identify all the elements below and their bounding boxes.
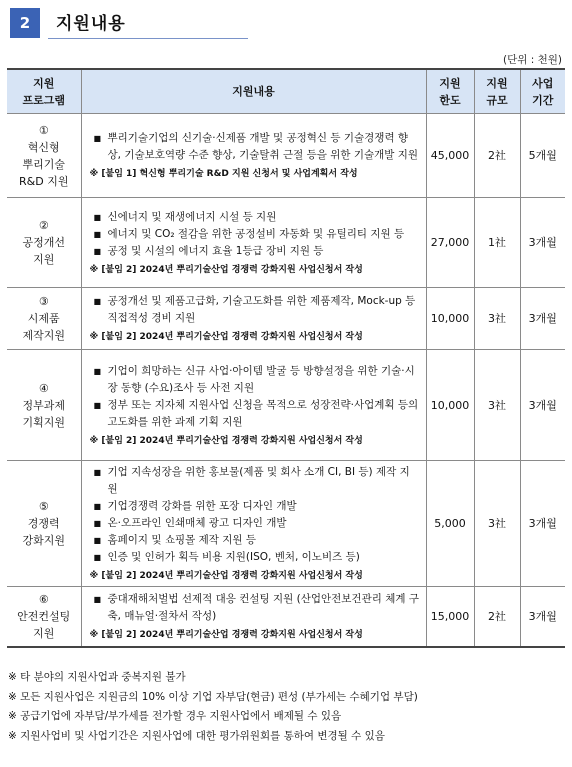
content-list	[90, 464, 420, 566]
table-row	[7, 461, 565, 587]
list-item	[90, 209, 420, 226]
footnote: ※ 공급기업에 자부담/부가세를 전가할 경우 지원사업에서 배제될 수 있음	[8, 710, 342, 722]
content-cell	[81, 350, 426, 461]
section-title: 지원내용	[56, 14, 126, 34]
list-item-text: 기업경쟁력 강화를 위한 포장 디자인 개발	[107, 500, 297, 512]
attachment-note: ※ [붙임 2] 2024년 뿌리기술산업 경쟁력 강화지원 사업신청서 작성	[89, 435, 363, 446]
scale-cell: 2社	[474, 587, 520, 647]
square-bullet-icon: ■	[93, 229, 102, 239]
content-list	[90, 209, 420, 260]
program-cell: ③ 시제품 제작지원	[7, 288, 81, 350]
period-cell: 3개월	[520, 198, 565, 288]
list-item	[90, 226, 420, 243]
section-number: 2	[10, 8, 40, 38]
period-cell: 5개월	[520, 114, 565, 198]
header-program: 지원 프로그램	[7, 69, 81, 114]
attachment-note: ※ [붙임 2] 2024년 뿌리기술산업 경쟁력 강화지원 사업신청서 작성	[89, 264, 363, 275]
footnote: ※ 모든 지원사업은 지원금의 10% 이상 기업 자부담(현금) 편성 (부가세는 수혜기업 부담)	[8, 690, 418, 703]
square-bullet-icon: ■	[93, 400, 102, 410]
square-bullet-icon: ■	[93, 502, 102, 511]
content-cell	[81, 461, 426, 587]
square-bullet-icon: ■	[93, 594, 102, 604]
content-list	[90, 293, 420, 327]
list-item-text: 에너지 및 CO₂ 절감을 위한 공정설비 자동화 및 유틸리티 지원 등	[107, 227, 405, 240]
content-list	[90, 363, 420, 431]
list-item	[90, 293, 420, 327]
list-item-text: 홈페이지 및 쇼핑몰 제작 지원 등	[107, 534, 257, 546]
program-cell: ⑤ 경쟁력 강화지원	[7, 461, 81, 587]
list-item-text: 기업이 희망하는 신규 사업·아이템 발굴 등 방향설정을 위한 기술·시장 동향 (수요)조사 등 사전 지원	[107, 364, 415, 394]
table-row	[7, 587, 565, 647]
square-bullet-icon: ■	[93, 246, 102, 256]
footnotes	[8, 668, 418, 746]
table-row	[7, 288, 565, 350]
attachment-note: ※ [붙임 2] 2024년 뿌리기술산업 경쟁력 강화지원 사업신청서 작성	[89, 571, 363, 581]
square-bullet-icon: ■	[93, 519, 102, 528]
header-period: 사업 기간	[520, 69, 565, 114]
list-item-text: 뿌리기술기업의 신기술·신제품 개발 및 공정혁신 등 기술경쟁력 향상, 기술보호역량 수준 향상, 기술탈취 근절 등을 위한 기술개발 지원	[107, 132, 419, 161]
content-cell	[81, 288, 426, 350]
header-limit: 지원 한도	[426, 69, 474, 114]
content-cell	[81, 587, 426, 647]
table-row	[7, 114, 565, 198]
limit-cell: 10,000	[426, 288, 474, 350]
program-cell: ④ 정부과제 기획지원	[7, 350, 81, 461]
limit-cell: 5,000	[426, 461, 474, 587]
footnote: ※ 타 분야의 지원사업과 중복지원 불가	[8, 671, 186, 683]
scale-cell: 3社	[474, 288, 520, 350]
program-cell: ① 혁신형 뿌리기술 R&D 지원	[7, 114, 81, 198]
content-cell	[81, 114, 426, 198]
header-scale: 지원 규모	[474, 69, 520, 114]
list-item-text: 기업 지속성장을 위한 홍보물(제품 및 회사 소개 CI, BI 등) 제작 지원	[107, 466, 410, 495]
program-cell: ⑥ 안전컨설팅 지원	[7, 587, 81, 647]
list-item	[90, 397, 420, 431]
list-item-text: 인증 및 인허가 획득 비용 지원(ISO, 벤처, 이노비즈 등)	[107, 551, 360, 563]
list-item-text: 공정 및 시설의 에너지 효율 1등급 장비 지원 등	[107, 244, 324, 257]
square-bullet-icon: ■	[93, 366, 102, 376]
limit-cell: 10,000	[426, 350, 474, 461]
program-cell: ② 공정개선 지원	[7, 198, 81, 288]
list-item	[90, 532, 420, 549]
list-item-text: 공정개선 및 제품고급화, 기술고도화를 위한 제품제작, Mock-up 등 직접적성 경비 지원	[107, 295, 416, 324]
square-bullet-icon: ■	[93, 468, 102, 477]
scale-cell: 3社	[474, 461, 520, 587]
section-underline	[48, 38, 248, 39]
limit-cell: 15,000	[426, 587, 474, 647]
content-cell	[81, 198, 426, 288]
square-bullet-icon: ■	[93, 134, 102, 143]
content-list	[90, 591, 420, 625]
list-item-text: 온·오프라인 인쇄매체 광고 디자인 개발	[107, 517, 287, 529]
list-item	[90, 498, 420, 515]
list-item	[90, 464, 420, 498]
section-header	[10, 8, 248, 38]
table-header-row	[7, 69, 565, 114]
attachment-note: ※ [붙임 2] 2024년 뿌리기술산업 경쟁력 강화지원 사업신청서 작성	[89, 332, 363, 342]
square-bullet-icon: ■	[93, 212, 102, 222]
list-item-text: 정부 또는 지자체 지원사업 신청을 목적으로 성장전략·사업계획 등의 고도화를 위한 과제 기획 지원	[107, 398, 419, 428]
content-list	[90, 130, 420, 164]
square-bullet-icon: ■	[93, 297, 102, 306]
header-content: 지원내용	[81, 69, 426, 114]
list-item-text: 신에너지 및 재생에너지 시설 등 지원	[107, 210, 277, 223]
support-table	[7, 68, 565, 648]
table-row	[7, 198, 565, 288]
square-bullet-icon: ■	[93, 536, 102, 545]
unit-label: (단위 : 천원)	[503, 54, 562, 66]
list-item	[90, 515, 420, 532]
attachment-note: ※ [붙임 1] 혁신형 뿌리기술 R&D 지원 신청서 및 사업계획서 작성	[89, 169, 358, 179]
list-item	[90, 130, 420, 164]
square-bullet-icon: ■	[93, 553, 102, 562]
limit-cell: 27,000	[426, 198, 474, 288]
list-item	[90, 243, 420, 260]
attachment-note: ※ [붙임 2] 2024년 뿌리기술산업 경쟁력 강화지원 사업신청서 작성	[89, 629, 363, 640]
table-row	[7, 350, 565, 461]
footnote: ※ 지원사업비 및 사업기간은 지원사업에 대한 평가위원회를 통하여 변경될 수 있음	[8, 729, 385, 742]
period-cell: 3개월	[520, 461, 565, 587]
period-cell: 3개월	[520, 350, 565, 461]
list-item-text: 중대재해처벌법 선제적 대응 컨설팅 지원 (산업안전보건관리 체계 구축, 매뉴얼·절차서 작성)	[107, 592, 419, 622]
period-cell: 3개월	[520, 288, 565, 350]
list-item	[90, 363, 420, 397]
list-item	[90, 591, 420, 625]
period-cell: 3개월	[520, 587, 565, 647]
scale-cell: 2社	[474, 114, 520, 198]
scale-cell: 3社	[474, 350, 520, 461]
limit-cell: 45,000	[426, 114, 474, 198]
scale-cell: 1社	[474, 198, 520, 288]
list-item	[90, 549, 420, 566]
